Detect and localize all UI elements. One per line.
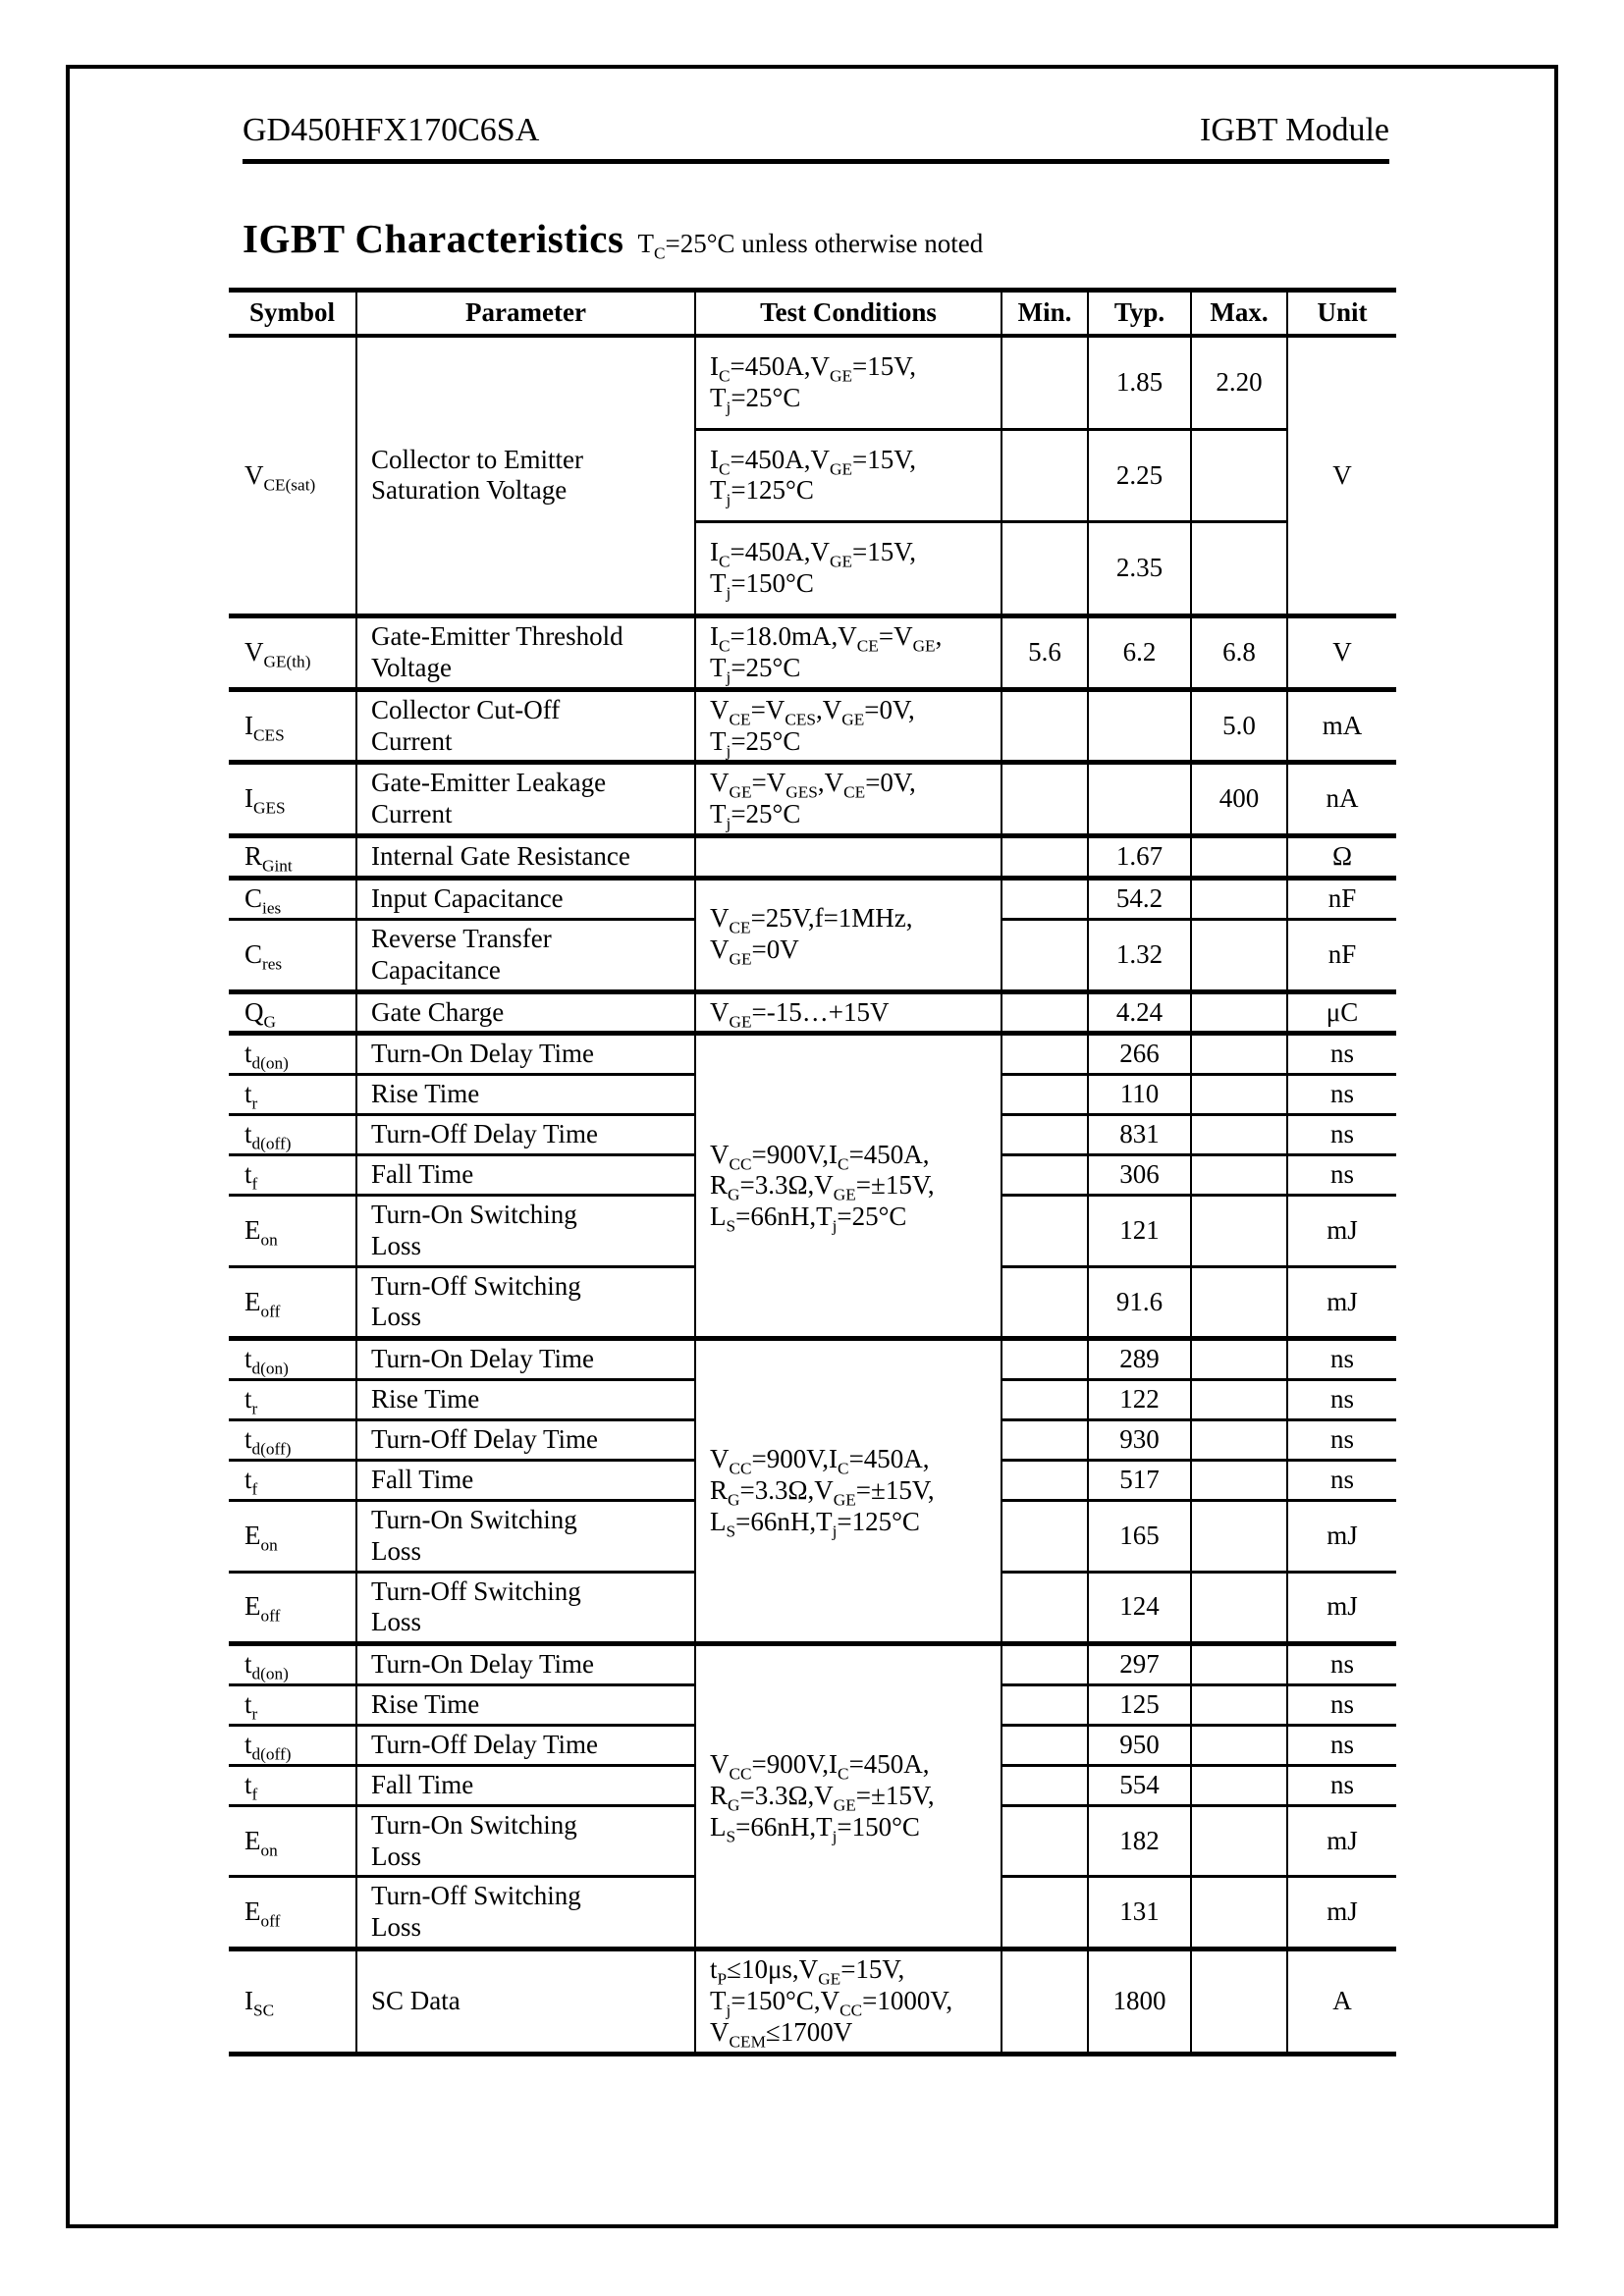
column-header-unit: Unit <box>1287 291 1396 336</box>
cell-typ: 1.32 <box>1088 919 1191 991</box>
cell-par: Turn-On Delay Time <box>356 1339 695 1380</box>
cell-cond: $I_C=450A,V_{GE}=15V$, $T_j=150^\circ C$ <box>695 522 1001 616</box>
page-frame <box>66 65 1558 2228</box>
cell-unit: V <box>1287 616 1396 690</box>
cell-min <box>1001 1195 1088 1266</box>
cell-min <box>1001 1949 1088 2055</box>
table-row <box>229 1644 1396 1685</box>
cell-max: 5.0 <box>1191 689 1287 763</box>
cell-unit: mJ <box>1287 1805 1396 1877</box>
cell-max <box>1191 1155 1287 1196</box>
cell-min <box>1001 1380 1088 1420</box>
cell-unit: nF <box>1287 879 1396 920</box>
cell-min <box>1001 1420 1088 1461</box>
cell-sym: $I_{GES}$ <box>229 763 356 836</box>
cell-max: 400 <box>1191 763 1287 836</box>
cell-max <box>1191 1339 1287 1380</box>
cell-par: Turn-On Delay Time <box>356 1034 695 1075</box>
cell-sym: $C_{res}$ <box>229 919 356 991</box>
cell-min <box>1001 1877 1088 1949</box>
cell-max <box>1191 1949 1287 2055</box>
cell-typ: 121 <box>1088 1195 1191 1266</box>
cell-sym: $t_{d(on)}$ <box>229 1644 356 1685</box>
cell-sym: $t_r$ <box>229 1685 356 1726</box>
cell-max <box>1191 991 1287 1034</box>
cell-sym: $Q_G$ <box>229 991 356 1034</box>
cell-min <box>1001 1685 1088 1726</box>
cell-sym: $V_{CE(sat)}$ <box>229 336 356 616</box>
cell-typ: 6.2 <box>1088 616 1191 690</box>
cell-max: 6.8 <box>1191 616 1287 690</box>
cell-typ: 1800 <box>1088 1949 1191 2055</box>
cell-max <box>1191 1195 1287 1266</box>
cell-min <box>1001 1460 1088 1500</box>
column-header-min: Min. <box>1001 291 1088 336</box>
cell-cond: $V_{CC}=900V,I_C=450A$, $R_G=3.3\Omega,V_{GE}=\pm 15V$, $L_S=66nH,T_j=150^\circ C$ <box>695 1644 1001 1949</box>
cell-max <box>1191 522 1287 616</box>
cell-max <box>1191 1805 1287 1877</box>
cell-sym: $E_{off}$ <box>229 1572 356 1644</box>
cell-min <box>1001 1644 1088 1685</box>
cell-sym: $C_{ies}$ <box>229 879 356 920</box>
cell-unit: nF <box>1287 919 1396 991</box>
table-row <box>229 1034 1396 1075</box>
cell-sym: $t_{d(off)}$ <box>229 1115 356 1155</box>
cell-unit: ns <box>1287 1034 1396 1075</box>
cell-cond: $I_C=450A,V_{GE}=15V$, $T_j=25^\circ C$ <box>695 336 1001 429</box>
cell-par: Input Capacitance <box>356 879 695 920</box>
table-row <box>229 616 1396 690</box>
doc-header <box>243 112 1389 164</box>
cell-min: 5.6 <box>1001 616 1088 690</box>
cell-unit: ns <box>1287 1380 1396 1420</box>
cell-min <box>1001 522 1088 616</box>
cell-cond: $I_C=18.0mA,V_{CE}=V_{GE}$, $T_j=25^\circ C$ <box>695 616 1001 690</box>
cell-max: 2.20 <box>1191 336 1287 429</box>
cell-sym: $I_{CES}$ <box>229 689 356 763</box>
cell-sym: $t_f$ <box>229 1155 356 1196</box>
cell-typ <box>1088 689 1191 763</box>
cell-min <box>1001 1500 1088 1572</box>
cell-unit: A <box>1287 1949 1396 2055</box>
column-header-typ: Typ. <box>1088 291 1191 336</box>
cell-typ: 297 <box>1088 1644 1191 1685</box>
cell-min <box>1001 1115 1088 1155</box>
cell-max <box>1191 1877 1287 1949</box>
cell-sym: $R_{Gint}$ <box>229 836 356 879</box>
cell-min <box>1001 991 1088 1034</box>
cell-unit: ns <box>1287 1115 1396 1155</box>
cell-min <box>1001 763 1088 836</box>
cell-max <box>1191 1266 1287 1339</box>
cell-typ: 4.24 <box>1088 991 1191 1034</box>
cell-unit: mJ <box>1287 1572 1396 1644</box>
cell-par: Collector Cut-Off Current <box>356 689 695 763</box>
cell-par: Turn-Off Delay Time <box>356 1115 695 1155</box>
cell-unit: ns <box>1287 1685 1396 1726</box>
cell-typ: 831 <box>1088 1115 1191 1155</box>
cell-par: Turn-Off Switching Loss <box>356 1572 695 1644</box>
cell-typ: 517 <box>1088 1460 1191 1500</box>
cell-max <box>1191 1685 1287 1726</box>
table-header-row <box>229 291 1396 336</box>
cell-sym: $t_{d(on)}$ <box>229 1034 356 1075</box>
cell-cond <box>695 836 1001 879</box>
cell-cond: $I_C=450A,V_{GE}=15V$, $T_j=125^\circ C$ <box>695 429 1001 522</box>
cell-min <box>1001 1075 1088 1115</box>
cell-max <box>1191 1380 1287 1420</box>
cell-max <box>1191 1460 1287 1500</box>
cell-typ: 124 <box>1088 1572 1191 1644</box>
cell-typ: 950 <box>1088 1725 1191 1765</box>
cell-par: Gate Charge <box>356 991 695 1034</box>
cell-max <box>1191 429 1287 522</box>
column-header-parameter: Parameter <box>356 291 695 336</box>
cell-typ <box>1088 763 1191 836</box>
cell-typ: 91.6 <box>1088 1266 1191 1339</box>
cell-max <box>1191 1500 1287 1572</box>
cell-typ: 306 <box>1088 1155 1191 1196</box>
cell-cond: $V_{CC}=900V,I_C=450A$, $R_G=3.3\Omega,V_{GE}=\pm 15V$, $L_S=66nH,T_j=125^\circ C$ <box>695 1339 1001 1644</box>
cell-par: Collector to Emitter Saturation Voltage <box>356 336 695 616</box>
cell-typ: 131 <box>1088 1877 1191 1949</box>
cell-sym: $E_{off}$ <box>229 1877 356 1949</box>
cell-typ: 1.67 <box>1088 836 1191 879</box>
cell-par: Fall Time <box>356 1765 695 1805</box>
cell-par: Reverse Transfer Capacitance <box>356 919 695 991</box>
cell-par: Turn-Off Delay Time <box>356 1725 695 1765</box>
cell-min <box>1001 1034 1088 1075</box>
cell-typ: 110 <box>1088 1075 1191 1115</box>
cell-unit: μC <box>1287 991 1396 1034</box>
cell-min <box>1001 1266 1088 1339</box>
module-type: IGBT Module <box>1200 112 1389 148</box>
cell-min <box>1001 1572 1088 1644</box>
cell-min <box>1001 1725 1088 1765</box>
cell-typ: 2.35 <box>1088 522 1191 616</box>
cell-unit: ns <box>1287 1075 1396 1115</box>
cell-typ: 1.85 <box>1088 336 1191 429</box>
cell-max <box>1191 1115 1287 1155</box>
table-row <box>229 1949 1396 2055</box>
section-subtitle: $T_C=25^\circ C$ unless otherwise noted <box>637 229 984 263</box>
table-row <box>229 991 1396 1034</box>
cell-par: Turn-On Switching Loss <box>356 1500 695 1572</box>
cell-max <box>1191 1725 1287 1765</box>
cell-unit: ns <box>1287 1725 1396 1765</box>
cell-par: Rise Time <box>356 1380 695 1420</box>
cell-max <box>1191 919 1287 991</box>
characteristics-table <box>229 288 1396 2056</box>
cell-unit: ns <box>1287 1644 1396 1685</box>
cell-min <box>1001 1339 1088 1380</box>
cell-max <box>1191 1572 1287 1644</box>
cell-par: Turn-Off Switching Loss <box>356 1877 695 1949</box>
cell-typ: 165 <box>1088 1500 1191 1572</box>
table-row <box>229 836 1396 879</box>
cell-min <box>1001 879 1088 920</box>
cell-par: Turn-On Switching Loss <box>356 1805 695 1877</box>
cell-par: Turn-On Delay Time <box>356 1644 695 1685</box>
cell-typ: 289 <box>1088 1339 1191 1380</box>
cell-sym: $t_r$ <box>229 1075 356 1115</box>
cell-unit: Ω <box>1287 836 1396 879</box>
cell-max <box>1191 879 1287 920</box>
table-header <box>229 291 1396 336</box>
cell-min <box>1001 1155 1088 1196</box>
table-row <box>229 689 1396 763</box>
cell-typ: 125 <box>1088 1685 1191 1726</box>
table-row <box>229 336 1396 429</box>
cell-sym: $t_{d(off)}$ <box>229 1725 356 1765</box>
cell-cond: $V_{CE}=25V,f=1MHz$, $V_{GE}=0V$ <box>695 879 1001 992</box>
cell-unit: mA <box>1287 689 1396 763</box>
cell-typ: 930 <box>1088 1420 1191 1461</box>
cell-sym: $E_{off}$ <box>229 1266 356 1339</box>
cell-cond: $V_{GE}=V_{GES},V_{CE}=0V$, $T_j=25^\circ C$ <box>695 763 1001 836</box>
cell-max <box>1191 1075 1287 1115</box>
cell-par: Gate-Emitter Leakage Current <box>356 763 695 836</box>
cell-par: Internal Gate Resistance <box>356 836 695 879</box>
cell-sym: $t_f$ <box>229 1460 356 1500</box>
cell-unit: mJ <box>1287 1195 1396 1266</box>
cell-max <box>1191 1765 1287 1805</box>
column-header-testconditions: Test Conditions <box>695 291 1001 336</box>
section-head <box>243 215 1397 262</box>
cell-unit: mJ <box>1287 1500 1396 1572</box>
cell-par: Gate-Emitter Threshold Voltage <box>356 616 695 690</box>
table-body <box>229 336 1396 2054</box>
cell-sym: $t_{d(off)}$ <box>229 1420 356 1461</box>
cell-max <box>1191 1420 1287 1461</box>
cell-par: SC Data <box>356 1949 695 2055</box>
cell-sym: $I_{SC}$ <box>229 1949 356 2055</box>
cell-max <box>1191 1034 1287 1075</box>
cell-unit: ns <box>1287 1420 1396 1461</box>
cell-par: Rise Time <box>356 1075 695 1115</box>
cell-min <box>1001 689 1088 763</box>
cell-unit: V <box>1287 336 1396 616</box>
cell-sym: $V_{GE(th)}$ <box>229 616 356 690</box>
cell-unit: mJ <box>1287 1877 1396 1949</box>
cell-cond: $V_{CC}=900V,I_C=450A$, $R_G=3.3\Omega,V_{GE}=\pm 15V$, $L_S=66nH,T_j=25^\circ C$ <box>695 1034 1001 1339</box>
cell-cond: $V_{CE}=V_{CES},V_{GE}=0V$, $T_j=25^\circ C$ <box>695 689 1001 763</box>
cell-par: Rise Time <box>356 1685 695 1726</box>
cell-unit: mJ <box>1287 1266 1396 1339</box>
cell-max <box>1191 1644 1287 1685</box>
cell-min <box>1001 1765 1088 1805</box>
cell-typ: 54.2 <box>1088 879 1191 920</box>
cell-sym: $E_{on}$ <box>229 1805 356 1877</box>
cell-unit: ns <box>1287 1339 1396 1380</box>
cell-cond: $V_{GE}=-15\dots+15V$ <box>695 991 1001 1034</box>
cell-par: Turn-On Switching Loss <box>356 1195 695 1266</box>
cell-typ: 182 <box>1088 1805 1191 1877</box>
cell-min <box>1001 1805 1088 1877</box>
cell-max <box>1191 836 1287 879</box>
cell-typ: 122 <box>1088 1380 1191 1420</box>
table-row <box>229 1339 1396 1380</box>
cell-min <box>1001 336 1088 429</box>
cell-unit: nA <box>1287 763 1396 836</box>
cell-typ: 554 <box>1088 1765 1191 1805</box>
cell-unit: ns <box>1287 1155 1396 1196</box>
cell-par: Fall Time <box>356 1155 695 1196</box>
cell-min <box>1001 429 1088 522</box>
part-number: GD450HFX170C6SA <box>243 112 540 148</box>
cell-typ: 266 <box>1088 1034 1191 1075</box>
cell-par: Fall Time <box>356 1460 695 1500</box>
cell-min <box>1001 836 1088 879</box>
cell-unit: ns <box>1287 1460 1396 1500</box>
table-row <box>229 763 1396 836</box>
cell-sym: $E_{on}$ <box>229 1195 356 1266</box>
cell-sym: $t_f$ <box>229 1765 356 1805</box>
cell-min <box>1001 919 1088 991</box>
cell-typ: 2.25 <box>1088 429 1191 522</box>
table-row <box>229 879 1396 920</box>
cell-cond: $t_P\le 10\mu s,V_{GE}=15V$, $T_j=150^\circ C,V_{CC}=1000V$, $V_{CEM}\le 1700V$ <box>695 1949 1001 2055</box>
cell-par: Turn-Off Delay Time <box>356 1420 695 1461</box>
column-header-max: Max. <box>1191 291 1287 336</box>
cell-sym: $t_{d(on)}$ <box>229 1339 356 1380</box>
cell-unit: ns <box>1287 1765 1396 1805</box>
cell-sym: $E_{on}$ <box>229 1500 356 1572</box>
section-title: IGBT Characteristics <box>243 216 624 261</box>
cell-sym: $t_r$ <box>229 1380 356 1420</box>
column-header-symbol: Symbol <box>229 291 356 336</box>
cell-par: Turn-Off Switching Loss <box>356 1266 695 1339</box>
